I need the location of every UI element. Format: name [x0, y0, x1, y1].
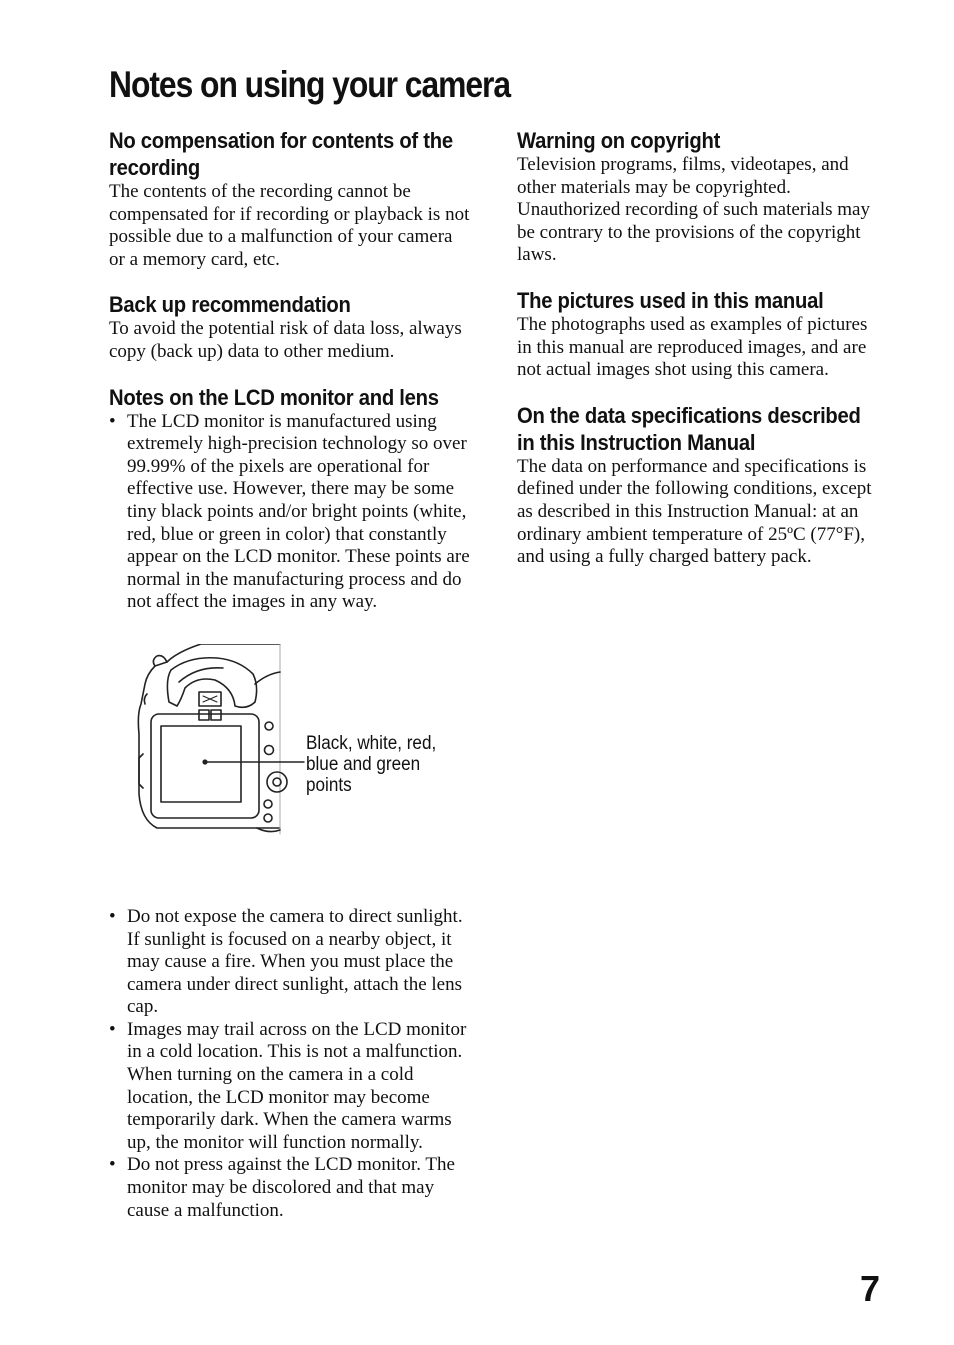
- section-body-copyright: Television programs, films, videotapes, and other materials may be copyrighted. Unauthorized recording of such materials may be contrary to the provisions of the copyright laws.: [517, 154, 870, 266]
- list-item: [109, 906, 471, 1019]
- lcd-bullet-list-bottom: [109, 906, 471, 1222]
- bullet-text: Images may trail across on the LCD monitor in a cold location. This is not a malfunction. When turning on the camera in a cold location, the LCD monitor may become temporarily dark. When the camera warms up, the monitor will function normally.: [127, 1018, 467, 1153]
- section-no-compensation: [109, 127, 471, 271]
- section-body-data-specs: The data on performance and specifications is defined under the following conditions, except as described in this Instruction Manual: at an ordinary ambient temperature of 25ºC (77°F), and using a fully charged battery pack.: [517, 455, 872, 568]
- bullet-text: Do not expose the camera to direct sunlight. If sunlight is focused on a nearby object, it may cause a fire. When you must place the camera under direct sunlight, attach the lens cap.: [127, 905, 463, 1018]
- section-heading-copyright: Warning on copyright: [517, 128, 721, 153]
- section-copyright: [517, 127, 879, 267]
- lcd-figure: [109, 634, 471, 892]
- section-body-pictures: The photographs used as examples of pictures in this manual are reproduced images, and are not actual images shot using this camera.: [517, 313, 868, 381]
- page-title: Notes on using your camera: [109, 64, 511, 105]
- section-lcd-notes: [109, 384, 471, 1223]
- figure-callout-label: Black, white, red, blue and green points: [306, 732, 437, 796]
- lcd-bullet-list-top: [109, 411, 471, 614]
- list-item: [109, 1019, 471, 1155]
- left-column: [109, 127, 471, 1222]
- section-pictures: [517, 287, 879, 382]
- section-heading-pictures: The pictures used in this manual: [517, 287, 824, 313]
- bullet-text: The LCD monitor is manufactured using extremely high-precision technology so over 99.99% of the pixels are operational for effective use. However, there may be some tiny black points and/or bright points (white, red, blue or green in color) that constantly appear on the LCD monitor. These points are normal in the manufacturing process and do not affect the images in any way.: [127, 410, 470, 613]
- section-heading-backup: Back up recommendation: [109, 292, 351, 318]
- list-item: [109, 411, 471, 614]
- right-column: [517, 127, 879, 589]
- section-heading-no-compensation: No compensation for contents of the recording: [109, 128, 453, 180]
- bullet-dot: •: [109, 905, 116, 927]
- page-number: 7: [860, 1268, 881, 1309]
- bullet-dot: •: [109, 1018, 116, 1040]
- bullet-dot: •: [109, 1154, 116, 1176]
- list-item: [109, 1154, 471, 1222]
- section-heading-lcd: Notes on the LCD monitor and lens: [109, 384, 439, 410]
- section-heading-data-specs: On the data specifications described in this Instruction Manual: [517, 402, 861, 455]
- section-data-specs: [517, 402, 879, 569]
- section-backup: [109, 291, 471, 363]
- bullet-dot: •: [109, 410, 116, 432]
- section-body-no-compensation: The contents of the recording cannot be compensated for if recording or playback is not possible due to a malfunction of your camera or a memory card, etc.: [109, 181, 470, 270]
- bullet-text: Do not press against the LCD monitor. The monitor may be discolored and that may cause a malfunction.: [127, 1154, 455, 1221]
- section-body-backup: To avoid the potential risk of data loss, always copy (back up) data to other medium.: [109, 318, 462, 362]
